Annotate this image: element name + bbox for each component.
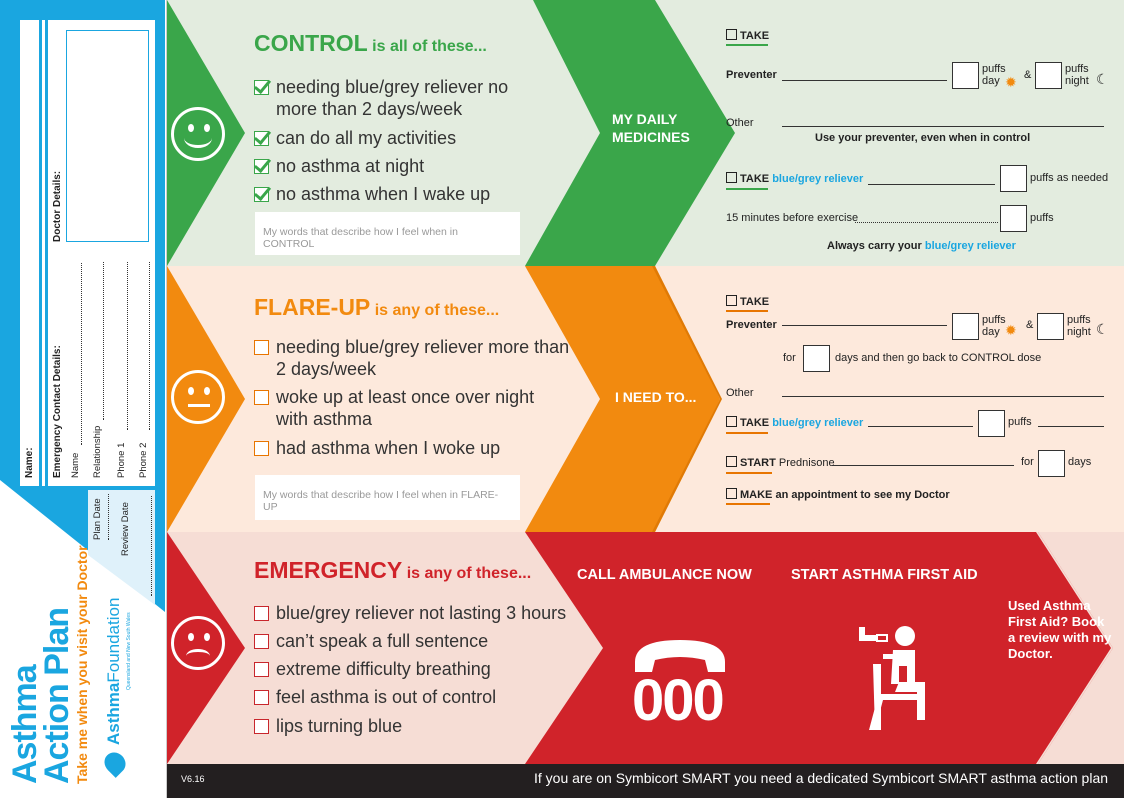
checkbox-icon[interactable] — [726, 295, 737, 306]
ec-phone1: Phone 1 — [116, 442, 127, 478]
checkbox-icon[interactable] — [254, 390, 269, 405]
emergency-item-4[interactable]: feel asthma is out of control — [254, 686, 554, 708]
checkbox-icon[interactable] — [254, 662, 269, 677]
checkbox-checked-icon[interactable] — [254, 131, 269, 146]
checkbox-checked-icon[interactable] — [254, 159, 269, 174]
daily-preventer-note: Use your preventer, even when in control — [815, 132, 1031, 144]
need-days-label: days — [1068, 456, 1092, 468]
emergency-heading — [254, 557, 531, 584]
need-prednisone-days-box[interactable] — [1038, 450, 1065, 477]
need-reliever-underline — [726, 432, 768, 434]
emergency-suffix: is any of these... — [406, 565, 532, 582]
flareup-item-1[interactable]: needing blue/grey reliever more than 2 days/week — [254, 336, 574, 380]
ec-phone2: Phone 2 — [138, 442, 149, 478]
daily-take-underline — [726, 44, 768, 46]
need-days-then-label: days and then go back to CONTROL dose — [835, 352, 1042, 364]
ec-name: Name — [70, 452, 81, 478]
checkbox-icon[interactable] — [726, 172, 737, 183]
need-take-underline — [726, 310, 768, 312]
flareup-suffix: is any of these... — [374, 302, 500, 319]
checkbox-icon[interactable] — [254, 441, 269, 456]
review-date-label: Review Date — [120, 502, 131, 556]
daily-amp: & — [1024, 69, 1032, 81]
need-start-prednisone[interactable]: START Prednisone — [726, 456, 835, 469]
flareup-words-input[interactable]: My words that describe how I feel when in FLARE-UP — [255, 475, 520, 520]
checkbox-checked-icon[interactable] — [254, 80, 269, 95]
need-puffs-day-box[interactable] — [952, 313, 979, 340]
first-aid-label: START ASTHMA FIRST AID — [791, 567, 978, 583]
daily-puffs-needed-box[interactable] — [1000, 165, 1027, 192]
ec-relationship: Relationship — [92, 425, 103, 478]
checkbox-icon[interactable] — [726, 416, 737, 427]
person-inhaler-icon — [855, 622, 935, 732]
need-amp: & — [1026, 319, 1034, 331]
checkbox-icon[interactable] — [254, 719, 269, 734]
doctor-label: Doctor Details: — [52, 170, 63, 242]
flareup-title: FLARE-UP — [254, 294, 371, 320]
daily-exercise-puffs-label: puffs — [1030, 212, 1054, 224]
footer-note: If you are on Symbicort SMART you need a dedicated Symbicort SMART asthma action plan — [534, 770, 1109, 786]
need-for2-label: for — [1021, 456, 1034, 468]
flareup-item-3[interactable]: had asthma when I woke up — [254, 437, 554, 459]
control-suffix: is all of these... — [372, 38, 487, 55]
control-item-3[interactable]: no asthma at night — [254, 155, 554, 177]
moon-icon: ☾ — [1096, 71, 1109, 87]
checkbox-icon[interactable] — [254, 606, 269, 621]
emergency-item-3[interactable]: extreme difficulty breathing — [254, 658, 554, 680]
need-other-label: Other — [726, 387, 754, 399]
need-make-underline — [726, 503, 770, 505]
daily-exercise-line[interactable] — [855, 220, 998, 223]
neutral-face-icon — [171, 370, 225, 424]
need-start-underline — [726, 472, 772, 474]
need-days-box[interactable] — [803, 345, 830, 372]
daily-puffs-day-box[interactable] — [952, 62, 979, 89]
daily-other-label: Other — [726, 117, 754, 129]
emergency-label: Emergency Contact Details: — [52, 345, 63, 478]
footer-version: V6.16 — [181, 774, 205, 784]
daily-take-label[interactable]: TAKE — [726, 29, 769, 42]
logo-bold: Asthma — [104, 682, 123, 745]
control-words-input[interactable]: My words that describe how I feel when in CONTROL — [255, 212, 520, 255]
daily-reliever-underline — [726, 188, 768, 190]
emergency-item-2[interactable]: can’t speak a full sentence — [254, 630, 554, 652]
checkbox-icon[interactable] — [726, 488, 737, 499]
used-first-aid-note: Used Asthma First Aid? Book a review with my Doctor. — [1008, 598, 1112, 661]
i-need-to-label: I NEED TO... — [615, 389, 697, 405]
sad-face-icon — [171, 616, 225, 670]
need-for-label: for — [783, 352, 796, 364]
checkbox-icon[interactable] — [254, 340, 269, 355]
control-item-1[interactable]: needing blue/grey reliever no more than 2 days/week — [254, 76, 554, 120]
daily-puffs-night-label: puffs night — [1065, 63, 1089, 87]
daily-medicines-label: MY DAILY MEDICINES — [612, 111, 690, 145]
daily-take-reliever[interactable]: TAKE blue/grey reliever — [726, 172, 863, 185]
emergency-phone-number: 000 — [632, 668, 723, 733]
daily-puffs-needed-label: puffs as needed — [1030, 172, 1109, 184]
daily-preventer-line[interactable] — [782, 80, 947, 81]
need-preventer-label: Preventer — [726, 319, 777, 331]
need-other-line[interactable] — [782, 396, 1104, 397]
need-reliever-line-2 — [1038, 426, 1104, 427]
checkbox-icon[interactable] — [254, 690, 269, 705]
title-action-plan: Action Plan — [38, 607, 76, 784]
sun-icon: ✹ — [1005, 322, 1017, 338]
daily-puffs-day-label: puffs day — [982, 63, 1006, 87]
need-prednisone-line[interactable] — [832, 465, 1014, 466]
checkbox-icon[interactable] — [726, 29, 737, 40]
control-item-4[interactable]: no asthma when I wake up — [254, 183, 554, 205]
need-make-appointment[interactable]: MAKE an appointment to see my Doctor — [726, 488, 950, 501]
need-reliever-line[interactable] — [868, 426, 973, 427]
daily-other-line[interactable] — [782, 126, 1104, 127]
emergency-item-1[interactable]: blue/grey reliever not lasting 3 hours — [254, 602, 574, 624]
daily-exercise-label: 15 minutes before exercise — [726, 212, 859, 224]
sun-icon: ✹ — [1005, 74, 1017, 90]
logo-subtext: Queensland and New South Wales — [126, 612, 132, 690]
call-ambulance-label: CALL AMBULANCE NOW — [577, 567, 752, 583]
control-item-2[interactable]: can do all my activities — [254, 127, 554, 149]
need-puffs-night-label: puffs night — [1067, 314, 1091, 338]
checkbox-icon[interactable] — [726, 456, 737, 467]
checkbox-checked-icon[interactable] — [254, 187, 269, 202]
need-reliever-puffs-label: puffs — [1008, 416, 1032, 428]
flareup-heading — [254, 294, 499, 321]
logo-light: Foundation — [104, 597, 123, 683]
daily-puffs-night-box[interactable] — [1035, 62, 1062, 89]
need-take-reliever[interactable]: TAKE blue/grey reliever — [726, 416, 863, 429]
checkbox-icon[interactable] — [254, 634, 269, 649]
moon-icon: ☾ — [1096, 321, 1109, 337]
tagline: Take me when you visit your Doctor — [74, 545, 90, 784]
control-title: CONTROL — [254, 30, 368, 56]
emergency-item-5[interactable]: lips turning blue — [254, 715, 554, 737]
need-preventer-line[interactable] — [782, 325, 947, 326]
plan-date-label: Plan Date — [92, 498, 103, 540]
daily-carry-note: Always carry your blue/grey reliever — [827, 240, 1016, 252]
need-reliever-puffs-box[interactable] — [978, 410, 1005, 437]
flareup-item-2[interactable]: woke up at least once over night with asthma — [254, 386, 554, 430]
daily-reliever-line[interactable] — [868, 184, 995, 185]
need-puffs-day-label: puffs day — [982, 314, 1006, 338]
daily-exercise-puffs-box[interactable] — [1000, 205, 1027, 232]
need-puffs-night-box[interactable] — [1037, 313, 1064, 340]
daily-preventer-label: Preventer — [726, 69, 777, 81]
control-heading — [254, 30, 487, 57]
title-asthma: Asthma — [6, 665, 44, 784]
emergency-title: EMERGENCY — [254, 557, 403, 583]
need-take-label[interactable]: TAKE — [726, 295, 769, 308]
name-label: Name: — [24, 447, 35, 478]
smiley-face-icon — [171, 107, 225, 161]
